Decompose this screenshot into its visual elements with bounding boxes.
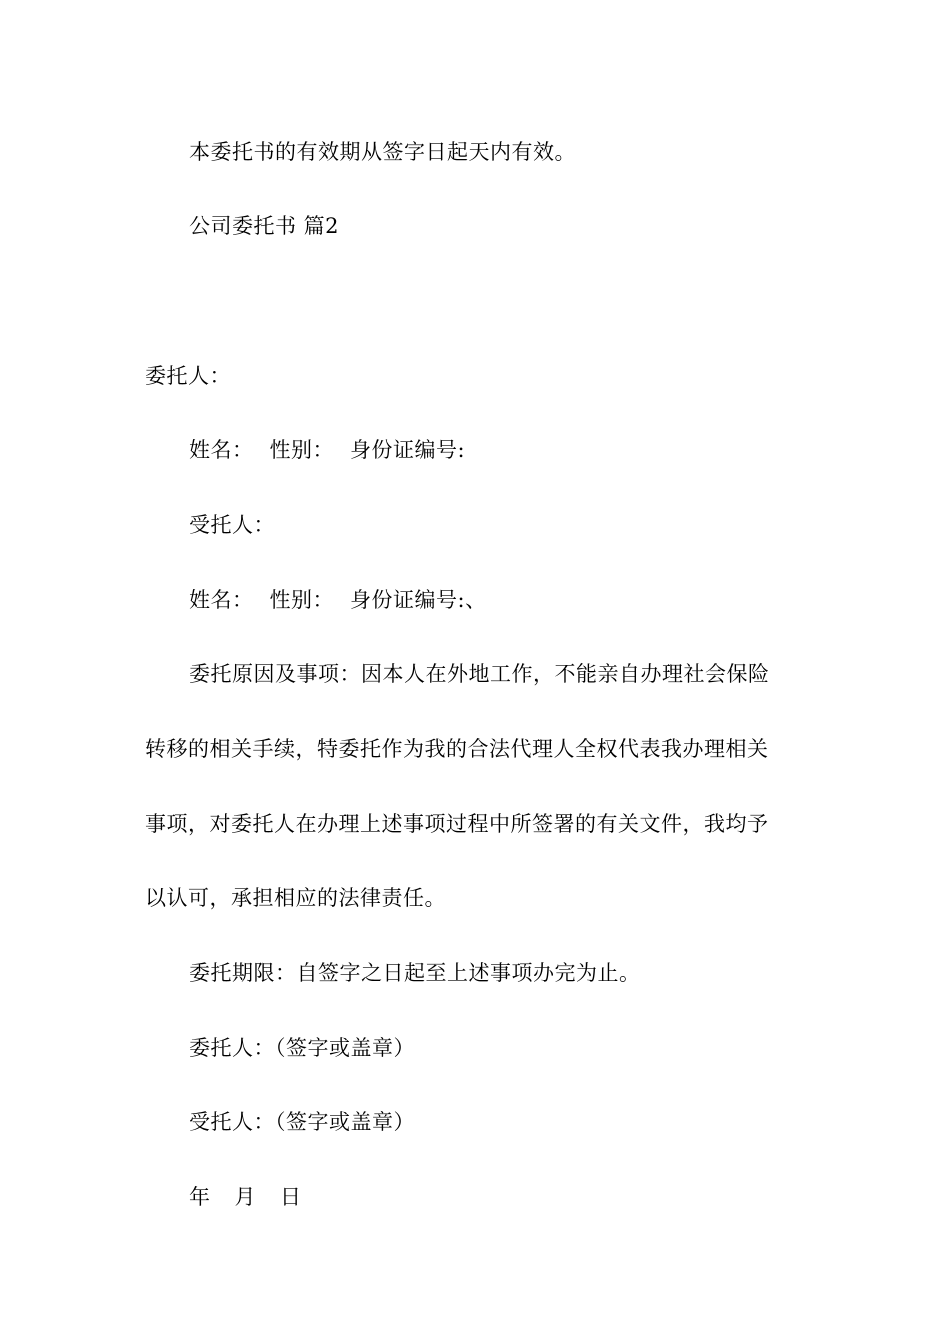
validity-line: 本委托书的有效期从签字日起天内有效。 xyxy=(189,140,576,164)
date-line xyxy=(189,1182,302,1212)
matter-line-4: 以认可，承担相应的法律责任。 xyxy=(145,886,446,910)
agent-signature-line: 受托人：（签字或盖章） xyxy=(189,1110,415,1134)
agent-id-field: 身份证编号:、 xyxy=(350,588,487,612)
principal-fields xyxy=(189,435,465,465)
agent-label: 受托人： xyxy=(189,513,275,537)
date-day: 日 xyxy=(280,1185,302,1209)
agent-fields xyxy=(189,585,487,615)
date-year: 年 xyxy=(189,1185,211,1209)
principal-signature-line: 委托人：（签字或盖章） xyxy=(189,1036,415,1060)
principal-name-field: 姓名： xyxy=(189,438,254,462)
date-month: 月 xyxy=(234,1185,256,1209)
section-heading: 公司委托书 篇2 xyxy=(189,214,340,238)
agent-gender-field: 性别： xyxy=(269,588,334,612)
matter-line-3: 事项，对委托人在办理上述事项过程中所签署的有关文件，我均予 xyxy=(145,812,769,836)
agent-name-field: 姓名： xyxy=(189,588,254,612)
principal-label: 委托人： xyxy=(145,364,231,388)
principal-id-field: 身份证编号: xyxy=(350,438,466,462)
term-line: 委托期限：自签字之日起至上述事项办完为止。 xyxy=(189,961,641,985)
matter-line-2: 转移的相关手续，特委托作为我的合法代理人全权代表我办理相关 xyxy=(145,737,769,761)
principal-gender-field: 性别： xyxy=(269,438,334,462)
matter-line-1: 委托原因及事项：因本人在外地工作，不能亲自办理社会保险 xyxy=(189,662,770,686)
